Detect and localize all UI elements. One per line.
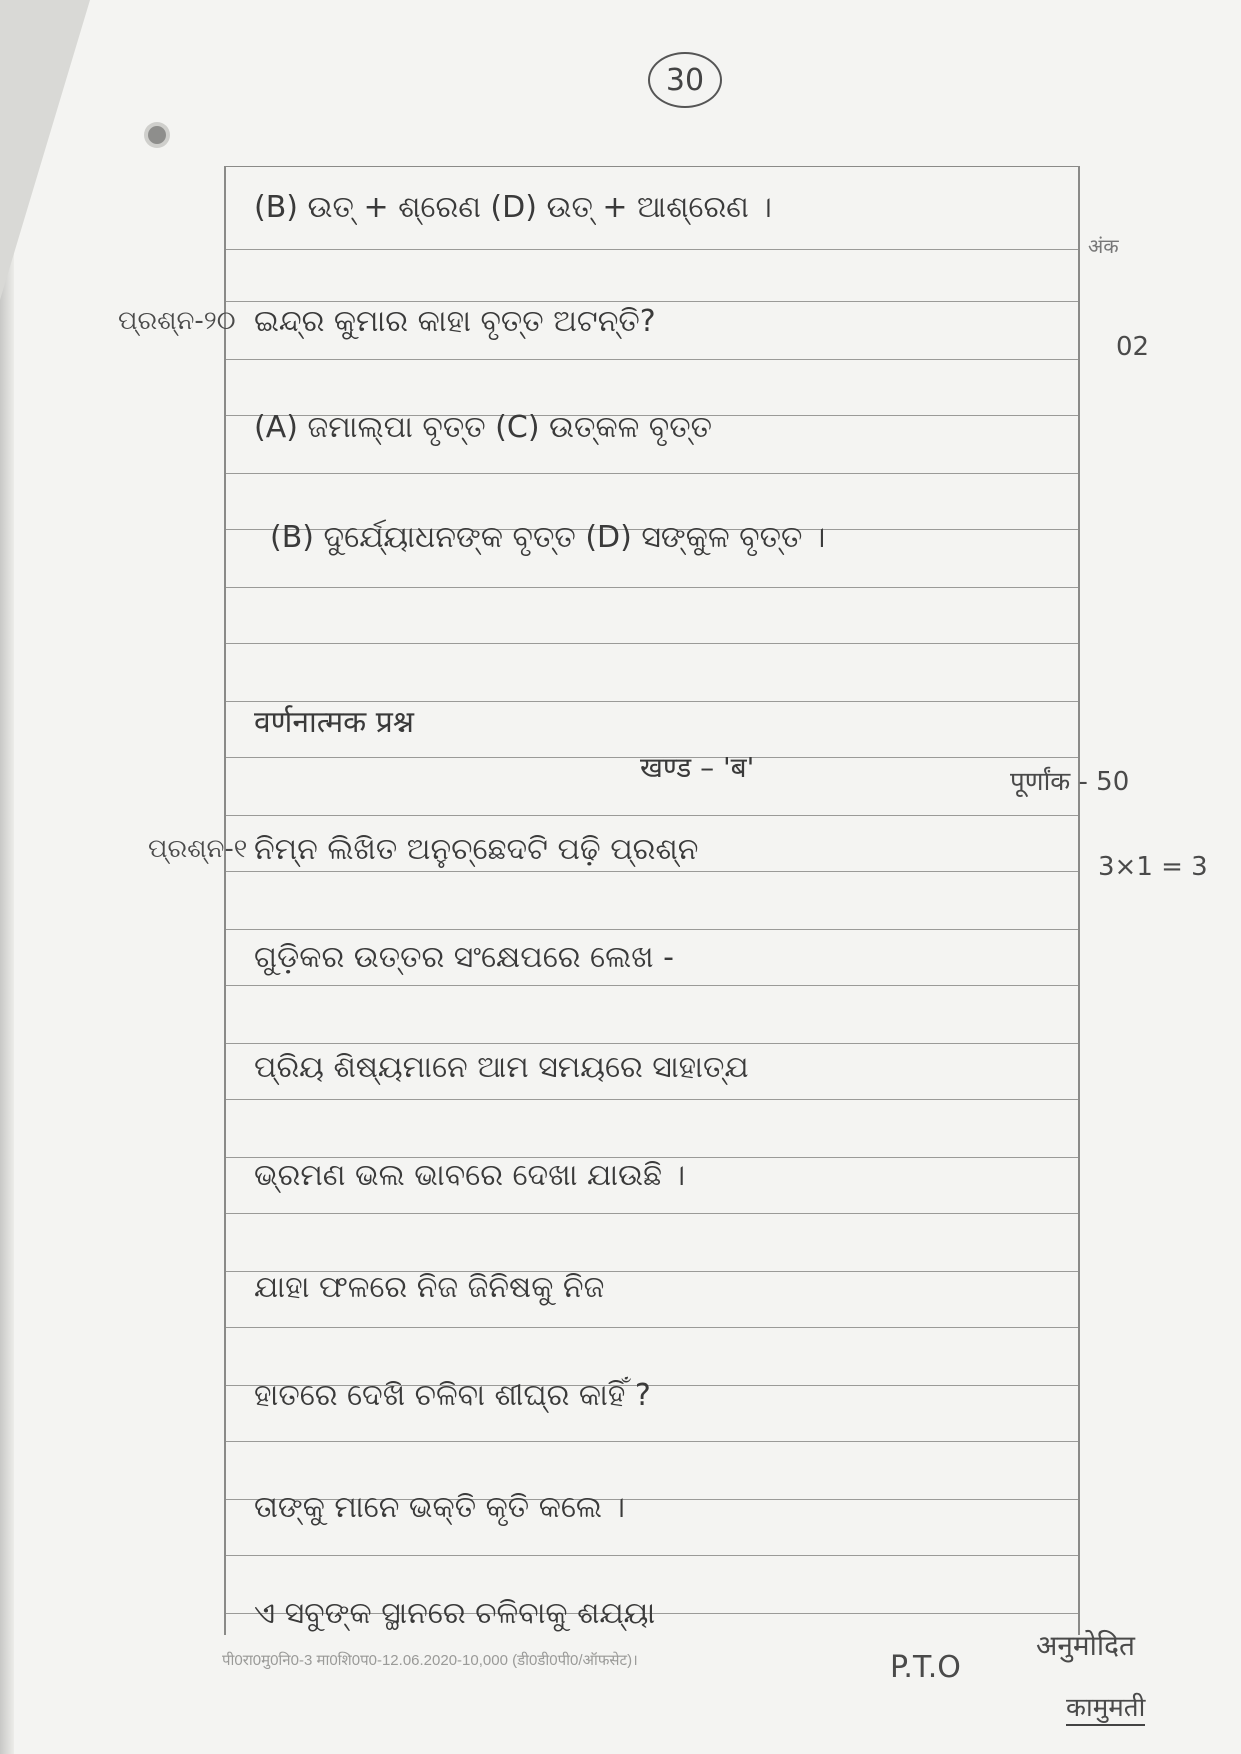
ruled-line (226, 301, 1078, 302)
handwritten-line: ଏ ସବୁଙ୍କ ସ୍ଥାନରେ ଚଳିବାକୁ ଶଯ୍ୟା (254, 1596, 656, 1631)
punch-hole (148, 126, 166, 144)
signature: कामुमती (1066, 1688, 1145, 1726)
approved-note: अनुमोदित (1036, 1629, 1136, 1662)
handwritten-line: ଯାହା ଫଳରେ ନିଜ ଜିନିଷକୁ ନିଜ (254, 1270, 605, 1305)
question-number-1: ପ୍ରଶ୍ନ-୧ (148, 834, 248, 864)
marks-header: अंक (1088, 234, 1119, 258)
handwritten-line: (B) ଦୁର୍ଯ୍ୟୋଧନଙ୍କ ବୃତ୍ତ (D) ସଙ୍କୁଳ ବୃତ୍ତ । (270, 520, 826, 555)
section-subheading: खण्ड – 'ब' (640, 751, 755, 784)
handwritten-line: ଇନ୍ଦ୍ର କୁମାର କାହା ବୃତ୍ତ ଅଟନ୍ତି? (254, 304, 656, 339)
handwritten-line: ନିମ୍ନ ଲିଖିତ ଅନୁଚ୍ଛେଦଟି ପଢ଼ି ପ୍ରଶ୍ନ (254, 832, 699, 867)
marks-q20: 02 (1116, 332, 1150, 362)
ruled-line (226, 643, 1078, 644)
ruled-line (226, 587, 1078, 588)
handwritten-line: (B) ଉତ୍ + ଶ୍ରେଣ (D) ଉତ୍ + ଆଶ୍ରେଣ । (254, 190, 772, 225)
ruled-line (226, 1441, 1078, 1442)
ruled-line (226, 249, 1078, 250)
ruled-line (226, 1327, 1078, 1328)
page-number: 30 (648, 52, 722, 108)
pto-note: P.T.O (890, 1650, 961, 1685)
ruled-line (226, 985, 1078, 986)
handwritten-line: ଭ୍ରମଣ ଭଲ ଭାବରେ ଦେଖା ଯାଉଛି । (254, 1158, 686, 1193)
ruled-line (226, 1213, 1078, 1214)
ruled-line (226, 815, 1078, 816)
full-marks: पूर्णांक - 50 (1010, 767, 1130, 797)
ruled-line (226, 473, 1078, 474)
handwritten-line: (A) ଜମାଲ୍ପା ବୃତ୍ତ (C) ଉତ୍କଳ ବୃତ୍ତ (254, 410, 713, 445)
handwritten-line: ପ୍ରିୟ ଶିଷ୍ୟମାନେ ଆମ ସମୟରେ ସାହାତ୍ଯ (254, 1050, 749, 1085)
ruled-line (226, 1043, 1078, 1044)
ruled-line (226, 359, 1078, 360)
section-heading: वर्णनात्मक प्रश्न (254, 705, 415, 740)
handwritten-line: ଗୁଡ଼ିକର ଉତ୍ତର ସଂକ୍ଷେପରେ ଲେଖ - (254, 940, 674, 975)
print-info: पी0रा0मु0नि0-3 मा0शि0प0-12.06.2020-10,000 (डी0डी0पी0/ऑफसेट)। (222, 1652, 638, 1669)
ruled-line (226, 1555, 1078, 1556)
ruled-line (226, 1099, 1078, 1100)
question-number-20: ପ୍ରଶ୍ନ-୨୦ (118, 306, 236, 336)
ruled-line (226, 871, 1078, 872)
handwritten-line: ତାଙ୍କୁ ମାନେ ଭକ୍ତି କୃତି କଲେ । (254, 1490, 626, 1525)
marks-q1: 3×1 = 3 (1098, 852, 1208, 882)
ruled-answer-sheet (224, 166, 1080, 1635)
ruled-line (226, 929, 1078, 930)
handwritten-line: ହାତରେ ଦେଖି ଚଳିବା ଶୀଘ୍ର କାହିଁ ? (254, 1378, 651, 1413)
folded-corner (0, 0, 90, 300)
